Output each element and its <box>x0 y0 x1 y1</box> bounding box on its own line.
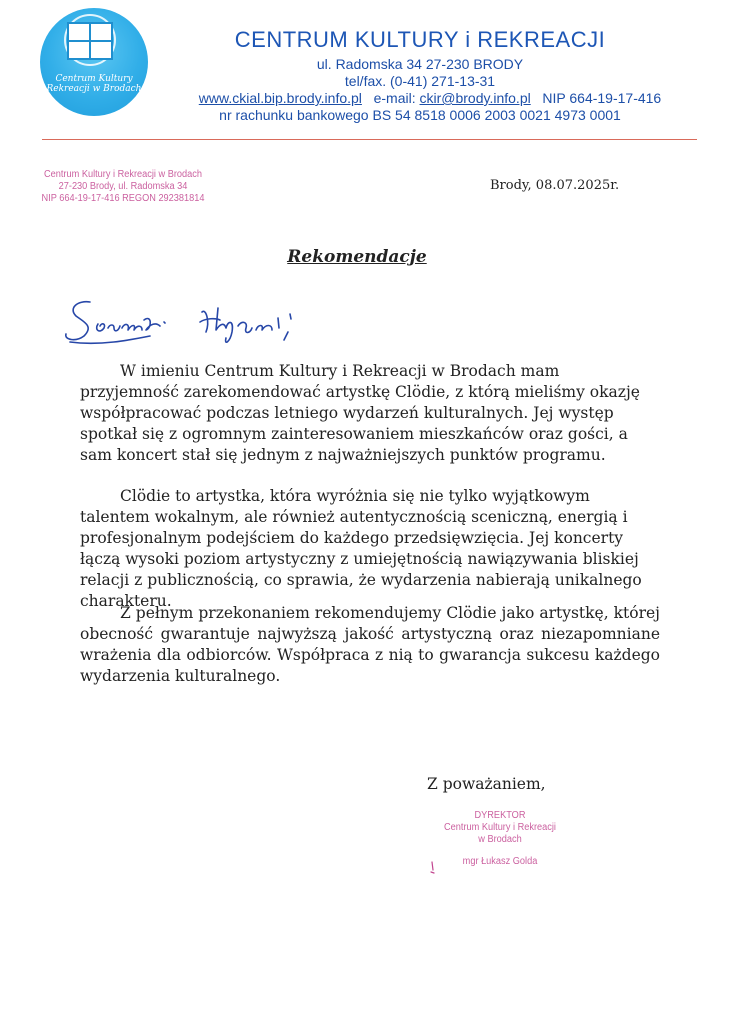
paragraph-conclusion: Z pełnym przekonaniem rekomendujemy Clödie jako artystkę, której obecność gwarantuje najwyższą jakość artystyczną oraz niezapomniane wrażenia dla odbiorców. Współpraca z nią to gwarancja sukcesu każdego wydarzenia kulturalnego. <box>80 604 660 685</box>
header-divider <box>42 139 697 140</box>
logo-window-emblem <box>67 22 113 60</box>
stamp-line: 27-230 Brody, ul. Radomska 34 <box>58 181 188 192</box>
logo-text: Centrum Kultury Rekreacji w Brodach <box>46 74 142 94</box>
stamp-line: Centrum Kultury i Rekreacji <box>444 822 556 833</box>
email-label: e-mail: <box>373 90 416 106</box>
letter-date: Brody, 08.07.2025r. <box>490 178 620 193</box>
paragraph-artist-qualities: Clödie to artystka, która wyróżnia się nie tylko wyjątkowym talentem wokalnym, ale również autentycznością sceniczną, energią i profesjonalnym podejściem do każdego przedsięwzięcia. Jej koncerty łączą wysoki poziom artystyczny z umiejętnością nawiązywania bliskiej relacji z publicznością, co sprawia, że wydarzenia nabierają unikalnego charakteru. <box>80 487 642 610</box>
website-link[interactable]: www.ckial.bip.brody.info.pl <box>198 90 362 106</box>
paragraph-recommendation-intro: W imieniu Centrum Kultury i Rekreacji w Brodach mam przyjemność zarekomendować artystkę Clödie, z którą mieliśmy okazję współpracować podczas letniego wydarzeń kulturalnych. Jej występ spotkał się z ogromnym zainteresowaniem mieszkańców oraz gości, a sam koncert stał się jednym z najważniejszych punktów programu. <box>80 362 640 464</box>
stamp-line: NIP 664-19-17-416 REGON 292381814 <box>41 193 205 204</box>
nip-number: NIP 664-19-17-416 <box>542 90 662 106</box>
director-name-stamp: mgr Łukasz Golda <box>462 856 538 867</box>
email-link[interactable]: ckir@brody.info.pl <box>419 90 531 106</box>
bank-account-line: nr rachunku bankowego BS 54 8518 0006 2003 0021 4973 0001 <box>219 107 621 123</box>
contact-line <box>130 90 730 106</box>
telfax-line: tel/fax. (0-41) 271-13-31 <box>344 73 496 89</box>
closing-phrase: Z poważaniem, <box>427 775 546 793</box>
organization-stamp <box>26 169 219 205</box>
stamp-line: Centrum Kultury i Rekreacji w Brodach <box>43 169 202 180</box>
handwritten-salutation <box>60 290 320 350</box>
stamp-line: w Brodach <box>478 834 522 845</box>
organization-name: CENTRUM KULTURY i REKREACJI <box>234 27 606 52</box>
stamp-line: DYREKTOR <box>474 810 526 821</box>
address-line: ul. Radomska 34 27-230 BRODY <box>316 56 524 72</box>
letter-title: Rekomendacje <box>287 247 427 267</box>
director-stamp <box>431 810 569 846</box>
